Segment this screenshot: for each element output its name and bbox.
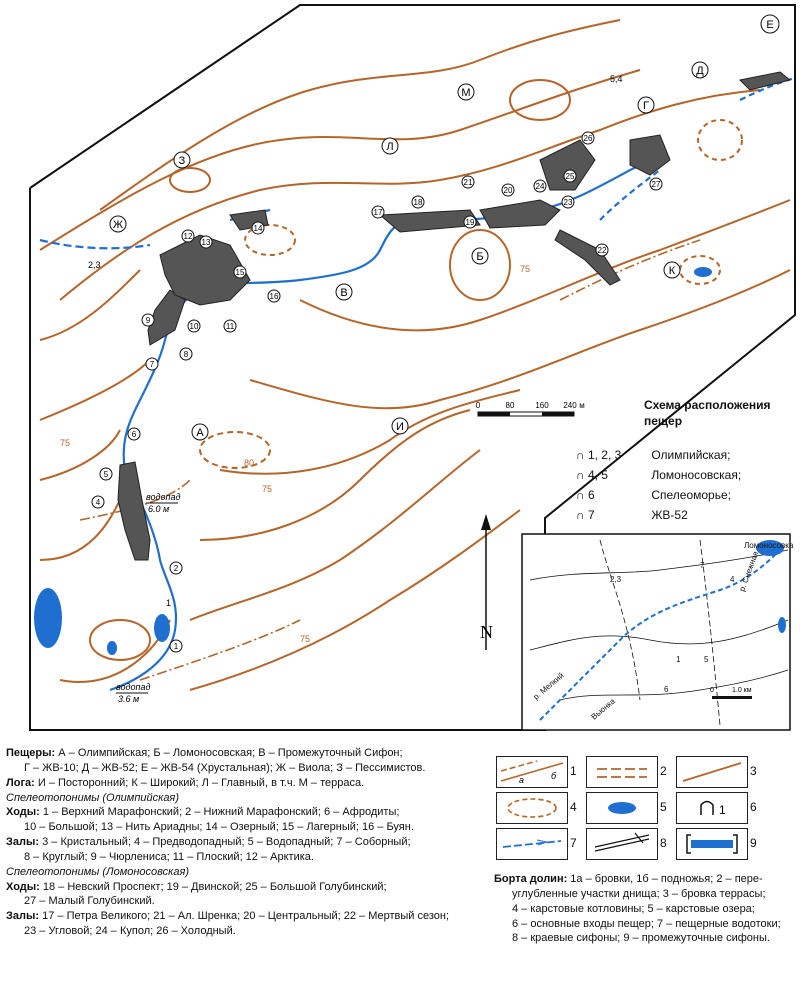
caves-head: Пещеры: [6, 747, 56, 759]
entrance-label-23: 2,3 [88, 260, 101, 270]
num-23: 23 [563, 198, 573, 207]
borta-line-4: 6 – основные входы пещер; 7 – пещерные водотоки; [512, 917, 781, 930]
inset-label-a: 2,3 [610, 575, 622, 584]
zaly-head: Залы: [6, 836, 40, 849]
north-label: N [480, 622, 493, 642]
schema-title-1: Схема расположения [644, 398, 771, 412]
num-13: 13 [201, 238, 211, 247]
zaly2-line-1: 17 – Петра Великого; 21 – Ал. Шренка; 20 – Центральный; 22 – Мертвый сезон; [39, 910, 450, 923]
legend-box-9 [676, 828, 748, 860]
num-22: 22 [597, 246, 607, 255]
legend-num-4: 4 [570, 800, 577, 814]
legend-num-1: 1 [570, 764, 577, 778]
label-K: К [668, 265, 676, 277]
borta-line-5: 8 – краевые сифоны; 9 – промежуточные сифоны. [512, 932, 770, 945]
scale-tick-240: 240 [563, 401, 577, 410]
label-A: А [196, 427, 204, 439]
cave-passages [118, 72, 790, 560]
label-B: Б [476, 251, 484, 263]
hody2-line-1: 18 – Невский Проспект; 19 – Двинской; 25 – Большой Голубинский; [39, 880, 387, 893]
inset-label-d: 6 [664, 685, 669, 694]
contour-label-75c: 75 [520, 264, 531, 274]
schema-title [644, 398, 771, 429]
label-Z: З [178, 155, 186, 167]
num-4: 4 [95, 498, 101, 507]
num-2: 2 [173, 564, 179, 573]
hody-head: Ходы: [6, 806, 40, 819]
scale-tick-0: 0 [475, 401, 481, 410]
num-24: 24 [535, 182, 545, 191]
zaly2-head: Залы: [6, 910, 40, 923]
hody-line-2: 10 – Большой; 13 – Нить Ариадны; 14 – Озерный; 15 – Лагерный; 16 – Буян. [24, 821, 414, 834]
scale-bar [476, 401, 585, 416]
num-20: 20 [503, 186, 513, 195]
contour-label-75d: 75 [300, 634, 311, 644]
contour-label-80: 80 [244, 458, 255, 468]
num-8: 8 [183, 350, 189, 359]
num-14: 14 [253, 224, 263, 233]
schema-sym-2: ∩ 4, 5 [576, 468, 608, 482]
legend-right [494, 872, 794, 946]
num-25: 25 [565, 172, 575, 181]
waterfall-height-b: 3.6 м [118, 694, 140, 704]
num-15: 15 [235, 268, 245, 277]
legend-num-9: 9 [750, 836, 757, 850]
legend-left [6, 746, 476, 939]
scale-tick-160: 160 [535, 401, 549, 410]
entrance-label-54: 5,4 [610, 74, 623, 84]
schema-row-1 [576, 448, 730, 462]
legend-box-5 [586, 792, 658, 824]
schema-name-4: ЖВ-52 [651, 508, 688, 522]
zaly2-line-2: 23 – Угловой; 24 – Купол; 26 – Холодный. [24, 925, 236, 938]
label-L: Л [386, 141, 394, 153]
label-V: В [340, 287, 348, 299]
legend-num-2: 2 [660, 764, 667, 778]
svg-text:а: а [519, 775, 525, 785]
legend-box-2 [586, 756, 658, 788]
zaly-line-1: 3 – Кристальный; 4 – Предводопадный; 5 – Водопадный; 7 – Соборный; [39, 836, 411, 849]
label-G: Г [643, 100, 649, 112]
legend-box-8 [586, 828, 658, 860]
num-1: 1 [173, 642, 179, 651]
svg-text:1: 1 [719, 803, 726, 817]
legend-box-3 [676, 756, 748, 788]
borta-head: Борта долин: [494, 873, 568, 885]
label-I: И [396, 421, 404, 433]
schema-name-2: Ломоносовская; [651, 468, 742, 482]
contour-label-75a: 75 [60, 438, 71, 448]
num-6: 6 [131, 430, 137, 439]
schema-sym-4: ∩ 7 [576, 508, 595, 522]
waterfall-height-a: 6.0 м [148, 504, 170, 514]
legend-num-3: 3 [750, 764, 757, 778]
inset-label-e: 7 [700, 561, 705, 570]
label-E: Е [766, 19, 774, 31]
legend-box-1 [496, 756, 568, 788]
schema-row-4 [576, 508, 688, 522]
caves-line-2: Г – ЖВ-10; Д – ЖВ-52; Е – ЖВ-54 (Хрустальная); Ж – Виола; З – Пессимистов. [24, 761, 426, 774]
label-Zh: Ж [112, 219, 124, 231]
num-11: 11 [225, 322, 235, 331]
scale-unit: м [579, 401, 585, 410]
num-26: 26 [583, 134, 593, 143]
inset-scale-1: 1.0 км [732, 687, 752, 694]
num-5: 5 [103, 470, 109, 479]
legend-num-8: 8 [660, 836, 667, 850]
num-19: 19 [465, 218, 475, 227]
schema-title-2: пещер [644, 413, 683, 428]
legend-box-7 [496, 828, 568, 860]
schema-row-2 [576, 468, 741, 482]
legend-box-6 [676, 792, 748, 824]
hody2-line-2: 27 – Малый Голубинский. [24, 895, 155, 908]
num-27: 27 [651, 180, 661, 189]
inset-scale-0: 0 [710, 687, 714, 694]
scale-tick-80: 80 [505, 401, 515, 410]
speleo-lomon-head: Спелеотопонимы (Ломоносовская) [6, 865, 189, 878]
waterfall-label-a: водопад [146, 492, 181, 502]
inset-label-c: 5 [704, 655, 709, 664]
label-D: Д [696, 65, 704, 77]
schema-sym-3: ∩ 6 [576, 488, 595, 502]
legend-box-4 [496, 792, 568, 824]
schema-row-3 [576, 488, 731, 502]
logs-line-1: И – Посторонний; К – Широкий; Л – Главный, в т.ч. М – терраса. [34, 776, 365, 789]
legend-num-5: 5 [660, 800, 667, 814]
schema-name-1: Олимпийская; [651, 448, 731, 462]
borta-line-2: углубленные участки днища; 3 – бровка террасы; [512, 887, 766, 900]
logs-head: Лога: [6, 776, 35, 789]
inset-river-4: р. Снежная [737, 550, 761, 593]
inset-map [522, 534, 794, 730]
num-7: 7 [149, 360, 155, 369]
num-21: 21 [463, 178, 473, 187]
speleo-olymp-head: Спелеотопонимы (Олимпийская) [6, 791, 179, 804]
borta-line-3: 4 – карстовые котловины; 5 – карстовые озера; [512, 902, 755, 915]
legend-num-6: 6 [750, 800, 757, 814]
waterfall-label-b: водопад [116, 682, 151, 692]
svg-text:б: б [551, 771, 557, 781]
schema-sym-1: ∩ 1, 2, 3 [576, 448, 622, 462]
inset-river-1: Ломоносовка [744, 541, 794, 550]
hody-line-1: 1 – Верхний Марафонский; 2 – Нижний Марафонский; 6 – Афродиты; [39, 806, 400, 819]
num-18: 18 [413, 198, 423, 207]
num-10: 10 [189, 322, 199, 331]
num-12: 12 [183, 232, 193, 241]
hody2-head: Ходы: [6, 880, 40, 893]
legend-num-7: 7 [570, 836, 577, 850]
contour-label-75b: 75 [262, 484, 273, 494]
num-9: 9 [145, 316, 151, 325]
inset-river-2: р. Мелкий [531, 670, 566, 702]
label-M: М [461, 87, 471, 99]
borta-line-1: 1а – бровки, 1б – подножья; 2 – пере- [567, 873, 763, 885]
inset-river-3: Вьюнка [589, 696, 617, 722]
inset-label-b: 1 [676, 655, 681, 664]
num-17: 17 [373, 208, 383, 217]
caves-line-1: А – Олимпийская; Б – Ломоносовская; В – Промежуточный Сифон; [55, 747, 403, 759]
inset-label-f: 4 [730, 575, 735, 584]
schema-name-3: Спелеоморье; [651, 488, 731, 502]
num-16: 16 [269, 292, 279, 301]
north-arrow [480, 514, 493, 650]
zaly-line-2: 8 – Круглый; 9 – Чюрлениса; 11 – Плоский; 12 – Арктика. [24, 850, 314, 863]
entrance-label-1: 1 [166, 598, 172, 608]
